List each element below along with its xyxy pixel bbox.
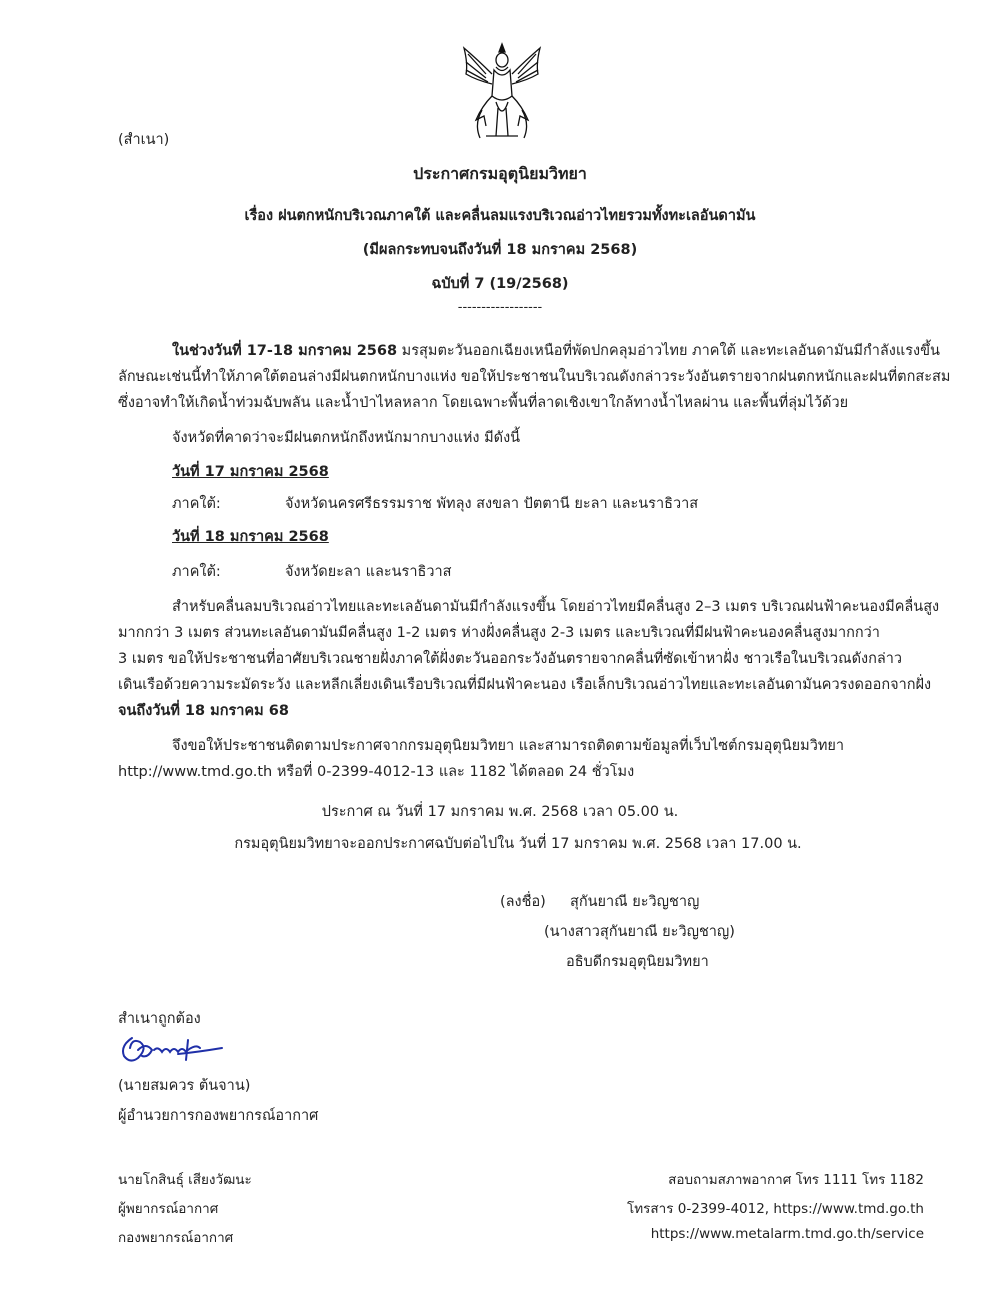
paragraph-3-line-4: เดินเรือด้วยความระมัดระวัง และหลีกเลี่ยงเดินเรือบริเวณที่มีฝนฟ้าคะนอง เรือเล็กบริเวณอ่าวไทยและทะเลอันดามันควรงดออกจากฝั่ง xyxy=(118,677,932,693)
announcement-title: ประกาศกรมอุตุนิยมวิทยา xyxy=(413,164,587,183)
day2-provinces: จังหวัดยะลา และนราธิวาส xyxy=(285,564,452,580)
paragraph-2: จังหวัดที่คาดว่าจะมีฝนตกหนักถึงหนักมากบางแห่ง มีดังนี้ xyxy=(172,430,521,446)
day1-heading: วันที่ 17 มกราคม 2568 xyxy=(172,464,329,480)
issue-number: ฉบับที่ 7 (19/2568) xyxy=(431,276,569,292)
certified-position: ผู้อำนวยการกองพยากรณ์อากาศ xyxy=(118,1108,319,1124)
day1-provinces: จังหวัดนครศรีธรรมราช พัทลุง สงขลา ปัตตานี ยะลา และนราธิวาส xyxy=(285,496,699,512)
metalarm-link[interactable]: https://www.metalarm.tmd.go.th/service xyxy=(650,1226,924,1242)
garuda-emblem-icon xyxy=(456,40,548,142)
handwritten-signature xyxy=(118,1028,228,1068)
title-rule: ------------------ xyxy=(457,300,543,315)
fax-and-website: โทรสาร 0-2399-4012, https://www.tmd.go.th xyxy=(627,1201,924,1217)
day1-region: ภาคใต้: xyxy=(172,496,221,512)
paragraph-3-line-5: จนถึงวันที่ 18 มกราคม 68 xyxy=(118,703,289,719)
day2-region: ภาคใต้: xyxy=(172,564,221,580)
forecaster-role: ผู้พยากรณ์อากาศ xyxy=(118,1201,219,1217)
certified-label: สำเนาถูกต้อง xyxy=(118,1011,201,1027)
paragraph-1-line-3: ซึ่งอาจทำให้เกิดน้ำท่วมฉับพลัน และน้ำป่าไหลหลาก โดยเฉพาะพื้นที่ลาดเชิงเขาใกล้ทางน้ำไหลผ่าน และพื้นที่ลุ่มไว้ด้วย xyxy=(118,395,849,411)
day2-heading: วันที่ 18 มกราคม 2568 xyxy=(172,529,329,545)
paragraph-4-line-1: จึงขอให้ประชาชนติดตามประกาศจากกรมอุตุนิยมวิทยา และสามารถติดตามข้อมูลที่เว็บไซต์กรมอุตุนิยมวิทยา xyxy=(172,738,845,754)
signatory-full-name: (นางสาวสุกันยาณี ยะวิญชาญ) xyxy=(544,924,735,940)
weather-inquiry: สอบถามสภาพอากาศ โทร 1111 โทร 1182 xyxy=(668,1172,924,1188)
paragraph-3-line-1: สำหรับคลื่นลมบริเวณอ่าวไทยและทะเลอันดามันมีกำลังแรงขึ้น โดยอ่าวไทยมีคลื่นสูง 2–3 เมตร บริเวณฝนฟ้าคะนองมีคลื่นสูง xyxy=(172,599,940,615)
next-issue-note: กรมอุตุนิยมวิทยาจะออกประกาศฉบับต่อไปใน วันที่ 17 มกราคม พ.ศ. 2568 เวลา 17.00 น. xyxy=(234,836,802,852)
copy-mark: (สำเนา) xyxy=(118,132,170,148)
signatory-position: อธิบดีกรมอุตุนิยมวิทยา xyxy=(566,954,709,970)
paragraph-4-line-2: http://www.tmd.go.th หรือที่ 0-2399-4012-13 และ 1182 ได้ตลอด 24 ชั่วโมง xyxy=(118,764,635,780)
paragraph-1-lead: ในช่วงวันที่ 17-18 มกราคม 2568 xyxy=(172,343,398,359)
paragraph-1-line-2: ลักษณะเช่นนี้ทำให้ภาคใต้ตอนล่างมีฝนตกหนักบางแห่ง ขอให้ประชาชนในบริเวณดังกล่าวระวังอันตรายจากฝนตกหนักและฝนที่ตกสะสม xyxy=(118,369,951,385)
paragraph-3-line-2: มากกว่า 3 เมตร ส่วนทะเลอันดามันมีคลื่นสูง 1-2 เมตร ห่างฝั่งคลื่นสูง 2-3 เมตร และบริเวณที่มีฝนฟ้าคะนองคลื่นสูงมากกว่า xyxy=(118,625,880,641)
forecast-division: กองพยากรณ์อากาศ xyxy=(118,1230,234,1246)
signed-label: (ลงชื่อ) xyxy=(500,894,546,910)
forecaster-name: นายโกสินธุ์ เสียงวัฒนะ xyxy=(118,1172,252,1188)
announcement-subject: เรื่อง ฝนตกหนักบริเวณภาคใต้ และคลื่นลมแรงบริเวณอ่าวไทยรวมทั้งทะเลอันดามัน xyxy=(244,208,756,224)
signed-name: สุกันยาณี ยะวิญชาญ xyxy=(570,894,700,910)
certified-name: (นายสมควร ต้นจาน) xyxy=(118,1078,251,1094)
paragraph-1-line-1-text: มรสุมตะวันออกเฉียงเหนือที่พัดปกคลุมอ่าวไทย ภาคใต้ และทะเลอันดามันมีกำลังแรงขึ้น xyxy=(397,343,940,359)
paragraph-3-line-3: 3 เมตร ขอให้ประชาชนที่อาศัยบริเวณชายฝั่งภาคใต้ฝั่งตะวันออกระวังอันตรายจากคลื่นที่ซัดเข้าหาฝั่ง ชาวเรือในบริเวณดังกล่าว xyxy=(118,651,903,667)
paragraph-1-line-1 xyxy=(172,339,940,362)
announced-date: ประกาศ ณ วันที่ 17 มกราคม พ.ศ. 2568 เวลา 05.00 น. xyxy=(321,804,679,820)
effective-date: (มีผลกระทบจนถึงวันที่ 18 มกราคม 2568) xyxy=(362,242,638,258)
